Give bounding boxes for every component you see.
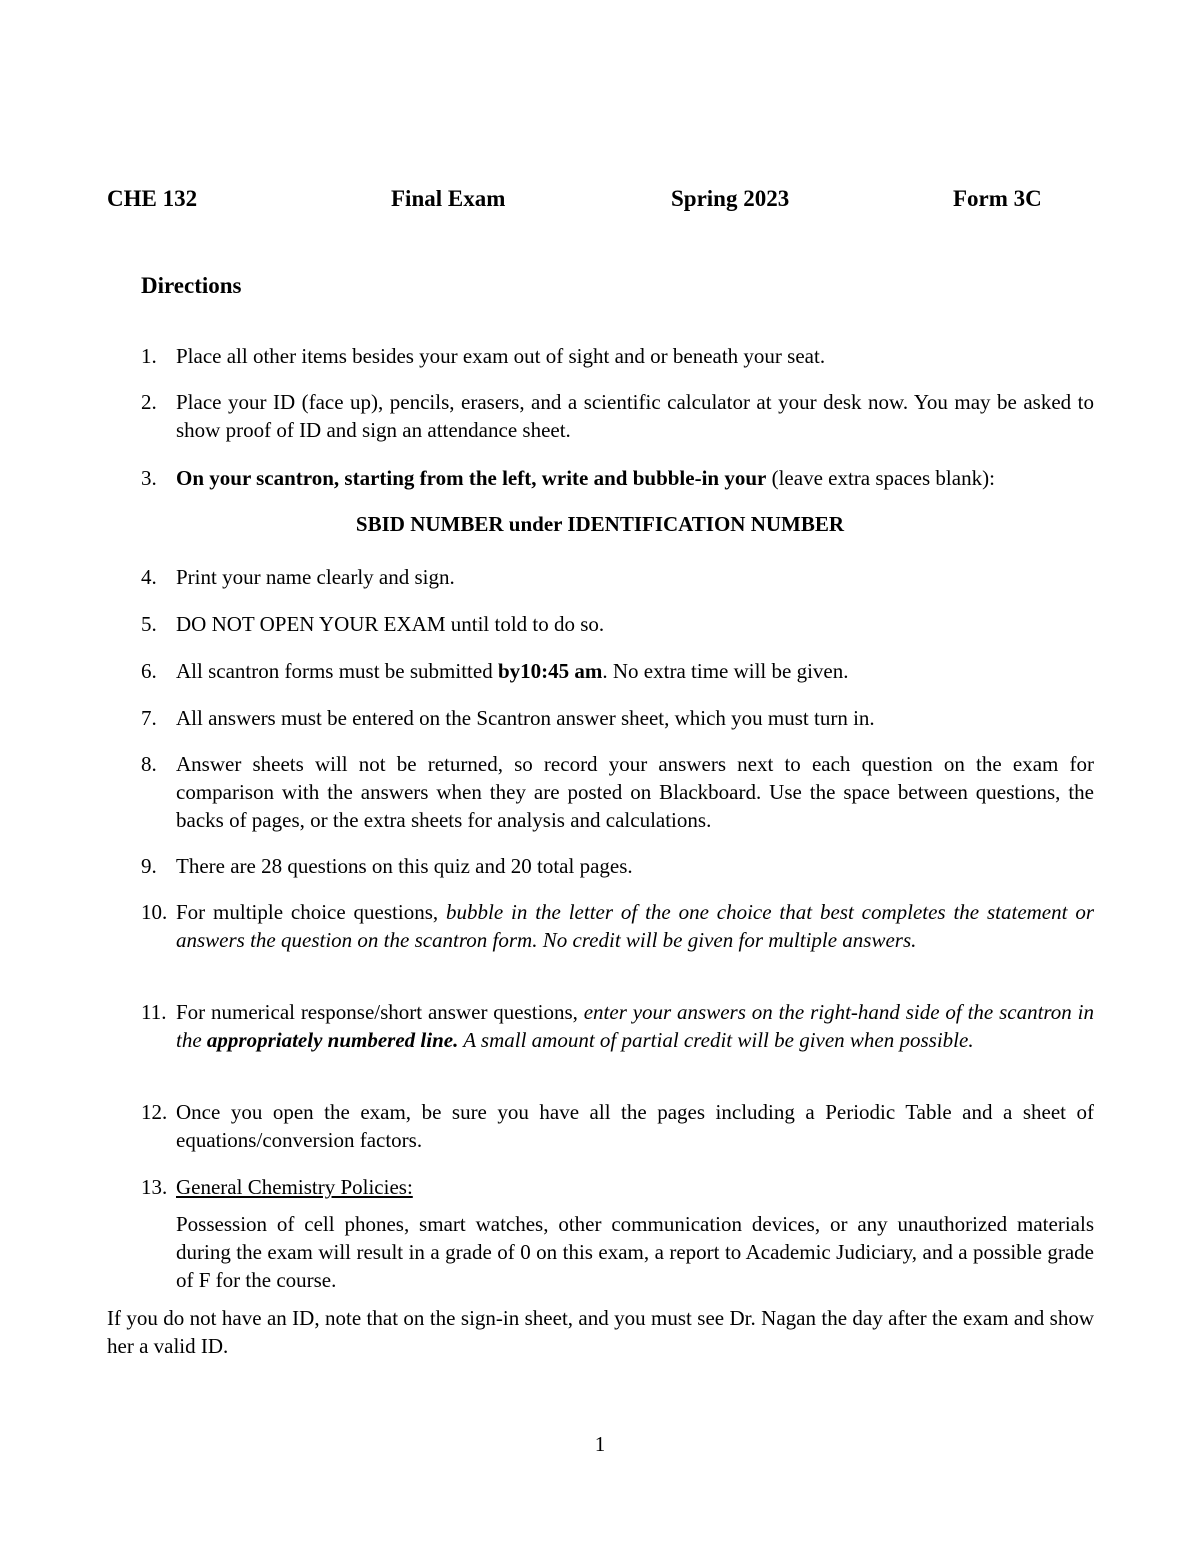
item-number: 13. xyxy=(141,1175,168,1199)
direction-item-13 xyxy=(141,1173,1094,1201)
direction-item-12 xyxy=(141,1098,1094,1154)
item-text: Print your name clearly and sign. xyxy=(176,565,455,589)
direction-item-11 xyxy=(141,998,1094,1054)
item-text xyxy=(176,898,1094,954)
direction-item-5 xyxy=(141,610,1094,638)
direction-item-3 xyxy=(141,464,1094,492)
item-text xyxy=(176,657,1094,685)
deadline-time: by10:45 am xyxy=(497,659,603,683)
policy-text: Possession of cell phones, smart watches, other communication devices, or any unauthorized materials during the exam will result in a grade of 0 on this exam, a report to Academic Judiciary, and a possible grade of F for the course. xyxy=(176,1212,1094,1292)
direction-item-2 xyxy=(141,388,1094,444)
item-number: 8. xyxy=(141,752,157,776)
sbid-instruction: SBID NUMBER under IDENTIFICATION NUMBER xyxy=(355,512,845,536)
item-number: 12. xyxy=(141,1100,168,1124)
direction-item-4 xyxy=(141,563,1094,591)
course-code: CHE 132 xyxy=(107,186,198,211)
direction-item-6 xyxy=(141,657,1094,685)
exam-title: Final Exam xyxy=(391,186,506,211)
item-rest-text: (leave extra spaces blank): xyxy=(766,466,995,490)
item-number: 2. xyxy=(141,390,157,414)
item-number: 9. xyxy=(141,854,157,878)
item-text: DO NOT OPEN YOUR EXAM until told to do so. xyxy=(176,612,605,636)
item-pre-text: For multiple choice questions, xyxy=(176,900,446,924)
direction-item-1 xyxy=(141,342,1094,370)
item-number: 5. xyxy=(141,612,157,636)
item-number: 6. xyxy=(141,659,157,683)
item-number: 10. xyxy=(141,900,168,924)
item-number: 1. xyxy=(141,344,157,368)
item-text: Place all other items besides your exam out of sight and or beneath your seat. xyxy=(176,344,826,368)
item-pre-text: For numerical response/short answer questions, xyxy=(176,1000,584,1024)
item-number: 4. xyxy=(141,565,157,589)
exam-term: Spring 2023 xyxy=(671,186,790,211)
item-text: Once you open the exam, be sure you have all the pages including a Periodic Table and a sheet of equations/conversion factors. xyxy=(176,1100,1094,1152)
item-bold-text: On your scantron, starting from the left, write and bubble-in your xyxy=(176,466,767,490)
item-text: Answer sheets will not be returned, so record your answers next to each question on the exam for comparison with the answers when they are posted on Blackboard. Use the space between questions, the backs of pages, or the extra sheets for analysis and calculations. xyxy=(176,752,1094,832)
exam-form: Form 3C xyxy=(953,186,1042,211)
page-number: 1 xyxy=(594,1432,606,1456)
direction-item-7 xyxy=(141,704,1094,732)
item-pre-text: All scantron forms must be submitted xyxy=(176,659,498,683)
item-text: Place your ID (face up), pencils, erasers, and a scientific calculator at your desk now. You may be asked to show proof of ID and sign an attendance sheet. xyxy=(176,390,1094,442)
direction-item-9 xyxy=(141,852,1094,880)
exam-header xyxy=(0,186,1200,218)
closing-note: If you do not have an ID, note that on the sign-in sheet, and you must see Dr. Nagan the day after the exam and show her a valid ID. xyxy=(107,1306,1094,1358)
item-italic-text: enter your answers on the right-hand side of the scantron in the xyxy=(176,1000,1094,1052)
direction-item-10 xyxy=(141,898,1094,954)
item-text: All answers must be entered on the Scantron answer sheet, which you must turn in. xyxy=(176,706,875,730)
item-text xyxy=(176,1173,1094,1201)
item-number: 7. xyxy=(141,706,157,730)
item-text xyxy=(176,464,1094,492)
policies-heading: General Chemistry Policies: xyxy=(176,1175,413,1199)
item-text xyxy=(176,998,1094,1054)
item-post-text: . No extra time will be given. xyxy=(602,659,849,683)
item-italic-text: bubble in the letter of the one choice that best completes the statement or answers the question on the scantron form. No credit will be given for multiple answers. xyxy=(176,900,1094,952)
item-bold-italic-text: appropriately numbered line. xyxy=(206,1028,459,1052)
direction-item-8 xyxy=(141,750,1094,834)
item-number: 11. xyxy=(141,1000,167,1024)
item-text: There are 28 questions on this quiz and 20 total pages. xyxy=(176,854,633,878)
directions-heading: Directions xyxy=(141,273,242,298)
item-italic-text-2: A small amount of partial credit will be given when possible. xyxy=(458,1028,974,1052)
item-number: 3. xyxy=(141,466,157,490)
